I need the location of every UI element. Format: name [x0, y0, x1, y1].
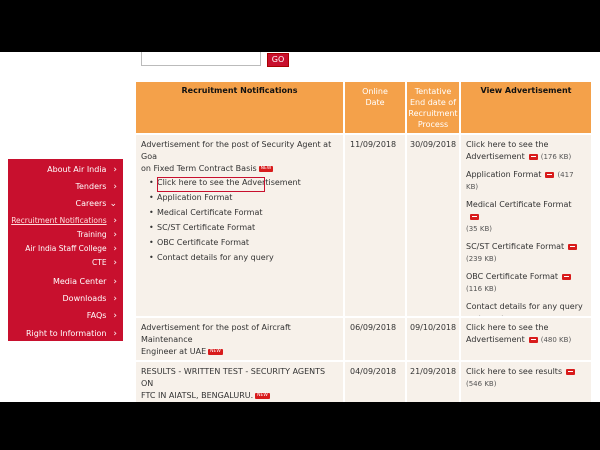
chevron-right-icon: › — [113, 244, 117, 254]
header-label: Recruitment — [408, 109, 458, 118]
row3-end-date — [407, 362, 459, 402]
file-size: (116 KB) — [466, 285, 497, 293]
online-date: 06/09/2018 — [350, 323, 397, 332]
header-online-date — [345, 82, 405, 133]
chevron-right-icon: › — [113, 277, 117, 287]
online-date: 11/09/2018 — [350, 140, 397, 149]
new-badge-icon: NEW — [260, 165, 272, 171]
ad-link[interactable]: Application Format — [466, 170, 542, 179]
row3-online-date — [345, 362, 405, 402]
row-title: FTC IN AIATSL, BENGALURU. — [141, 391, 254, 400]
header-label: End date of — [409, 98, 457, 107]
go-button[interactable]: GO — [267, 53, 289, 67]
file-size: (35 KB) — [466, 225, 492, 233]
file-size: (546 KB) — [466, 380, 497, 388]
sidebar-item-label: About Air India — [47, 165, 107, 174]
online-date: 04/09/2018 — [350, 367, 397, 376]
link-contact-details[interactable]: • Contact details for any query — [141, 252, 338, 264]
header-label: Tentative — [414, 87, 452, 96]
pdf-icon — [529, 154, 538, 160]
chevron-right-icon: › — [113, 230, 117, 240]
sidebar-item-cte[interactable] — [92, 258, 117, 268]
chevron-right-icon: › — [113, 294, 117, 304]
ad-link[interactable]: Click here to see the — [466, 323, 549, 332]
sidebar-item-label: Downloads — [62, 294, 107, 303]
header-advertisement — [461, 82, 591, 133]
row2-advertisements — [461, 318, 591, 360]
row3-advertisements — [461, 362, 591, 402]
sidebar-nav — [8, 159, 123, 341]
header-label: View Advertisement — [480, 86, 572, 95]
row1-advertisements — [461, 135, 591, 316]
ad-link[interactable]: OBC Certificate Format — [466, 272, 559, 281]
row-title: RESULTS - WRITTEN TEST - SECURITY AGENTS ON — [141, 367, 326, 388]
row2-notification — [136, 318, 343, 360]
highlight-box — [157, 177, 265, 192]
chevron-right-icon: › — [113, 216, 117, 226]
sidebar-item-label: Air India Staff College — [25, 244, 107, 253]
pdf-icon — [470, 214, 479, 220]
ad-link[interactable]: Click here to see results — [466, 367, 563, 376]
pdf-icon — [568, 244, 577, 250]
new-badge-icon: NEW — [210, 348, 221, 354]
sidebar-item-about[interactable] — [47, 165, 117, 175]
row-title: on Fixed Term Contract Basis — [141, 164, 257, 173]
header-end-date — [407, 82, 459, 133]
sidebar-item-media-center[interactable] — [53, 277, 117, 287]
row1-online-date — [345, 135, 405, 316]
row1-notification — [136, 135, 343, 316]
header-label: Date — [365, 98, 385, 107]
pdf-icon — [566, 369, 575, 375]
pdf-icon — [529, 337, 538, 343]
header-notifications — [136, 82, 343, 133]
row-title: Advertisement for the post of Aircraft Maintenance — [141, 323, 291, 344]
pdf-icon — [466, 316, 475, 317]
link-medical-certificate[interactable]: • Medical Certificate Format — [141, 207, 338, 219]
sidebar-item-label: Recruitment Notifications — [11, 216, 107, 225]
sidebar-item-careers[interactable] — [76, 199, 117, 209]
sidebar-item-label: Media Center — [52, 277, 107, 286]
file-size: (239 KB) — [466, 255, 497, 263]
sidebar-item-rti[interactable] — [26, 329, 117, 339]
file-size — [478, 315, 504, 316]
header-label: Process — [417, 120, 449, 129]
file-size: (417 — [557, 171, 574, 179]
search-input[interactable] — [141, 52, 261, 66]
header-label: Online — [362, 87, 388, 96]
chevron-right-icon: › — [113, 165, 117, 175]
sidebar-item-label: Careers — [75, 199, 107, 208]
sidebar-item-label: Training — [77, 230, 107, 239]
link-application-format[interactable]: • Application Format — [141, 192, 338, 204]
file-size: (480 KB) — [540, 336, 572, 344]
row1-end-date — [407, 135, 459, 316]
file-size: (176 KB) — [540, 153, 572, 161]
ad-link[interactable]: Advertisement — [466, 152, 525, 161]
header-label: Recruitment Notifications — [181, 86, 298, 95]
pdf-icon — [545, 172, 554, 178]
row3-notification — [136, 362, 343, 402]
sidebar-item-label: Tenders — [75, 182, 107, 191]
sidebar-item-downloads[interactable] — [63, 294, 117, 304]
sidebar-item-training[interactable] — [77, 230, 117, 240]
chevron-right-icon: › — [113, 329, 117, 339]
chevron-down-icon: ⌄ — [109, 199, 117, 209]
chevron-right-icon: › — [113, 311, 117, 321]
row-title: Engineer at UAE — [141, 347, 207, 356]
end-date: 30/09/2018 — [410, 140, 457, 149]
sidebar-item-label: FAQs — [86, 311, 107, 320]
sidebar-item-recruitment-notifications[interactable] — [11, 216, 117, 226]
pdf-icon — [562, 274, 571, 280]
ad-link[interactable]: Contact details for any query — [466, 302, 583, 311]
end-date: 09/10/2018 — [410, 323, 457, 332]
page-viewport — [0, 52, 600, 402]
file-size: KB) — [466, 183, 479, 191]
recruitment-table — [136, 82, 591, 402]
end-date: 21/09/2018 — [410, 367, 457, 376]
link-advertisement[interactable]: • Click here to see the Advertisement — [141, 177, 338, 189]
ad-link[interactable]: SC/ST Certificate Format — [466, 242, 565, 251]
new-badge-icon: NEW — [257, 392, 268, 398]
sidebar-item-staff-college[interactable] — [25, 244, 117, 254]
ad-link[interactable]: Click here to see the — [466, 140, 549, 149]
ad-link[interactable]: Advertisement — [466, 335, 525, 344]
row2-online-date — [345, 318, 405, 360]
link-obc-certificate[interactable]: • OBC Certificate Format — [141, 237, 338, 249]
link-scst-certificate[interactable]: • SC/ST Certificate Format — [141, 222, 338, 234]
ad-link[interactable]: Medical Certificate Format — [466, 200, 572, 209]
sidebar-item-tenders[interactable] — [75, 182, 117, 192]
chevron-right-icon: › — [113, 182, 117, 192]
sidebar-item-label: Right to Information — [25, 329, 107, 338]
sidebar-item-faqs[interactable] — [87, 311, 117, 321]
row2-end-date — [407, 318, 459, 360]
row-title: Advertisement for the post of Security Agent at Goa — [141, 140, 332, 161]
sidebar-item-label: CTE — [92, 258, 107, 267]
chevron-right-icon: › — [113, 258, 117, 268]
